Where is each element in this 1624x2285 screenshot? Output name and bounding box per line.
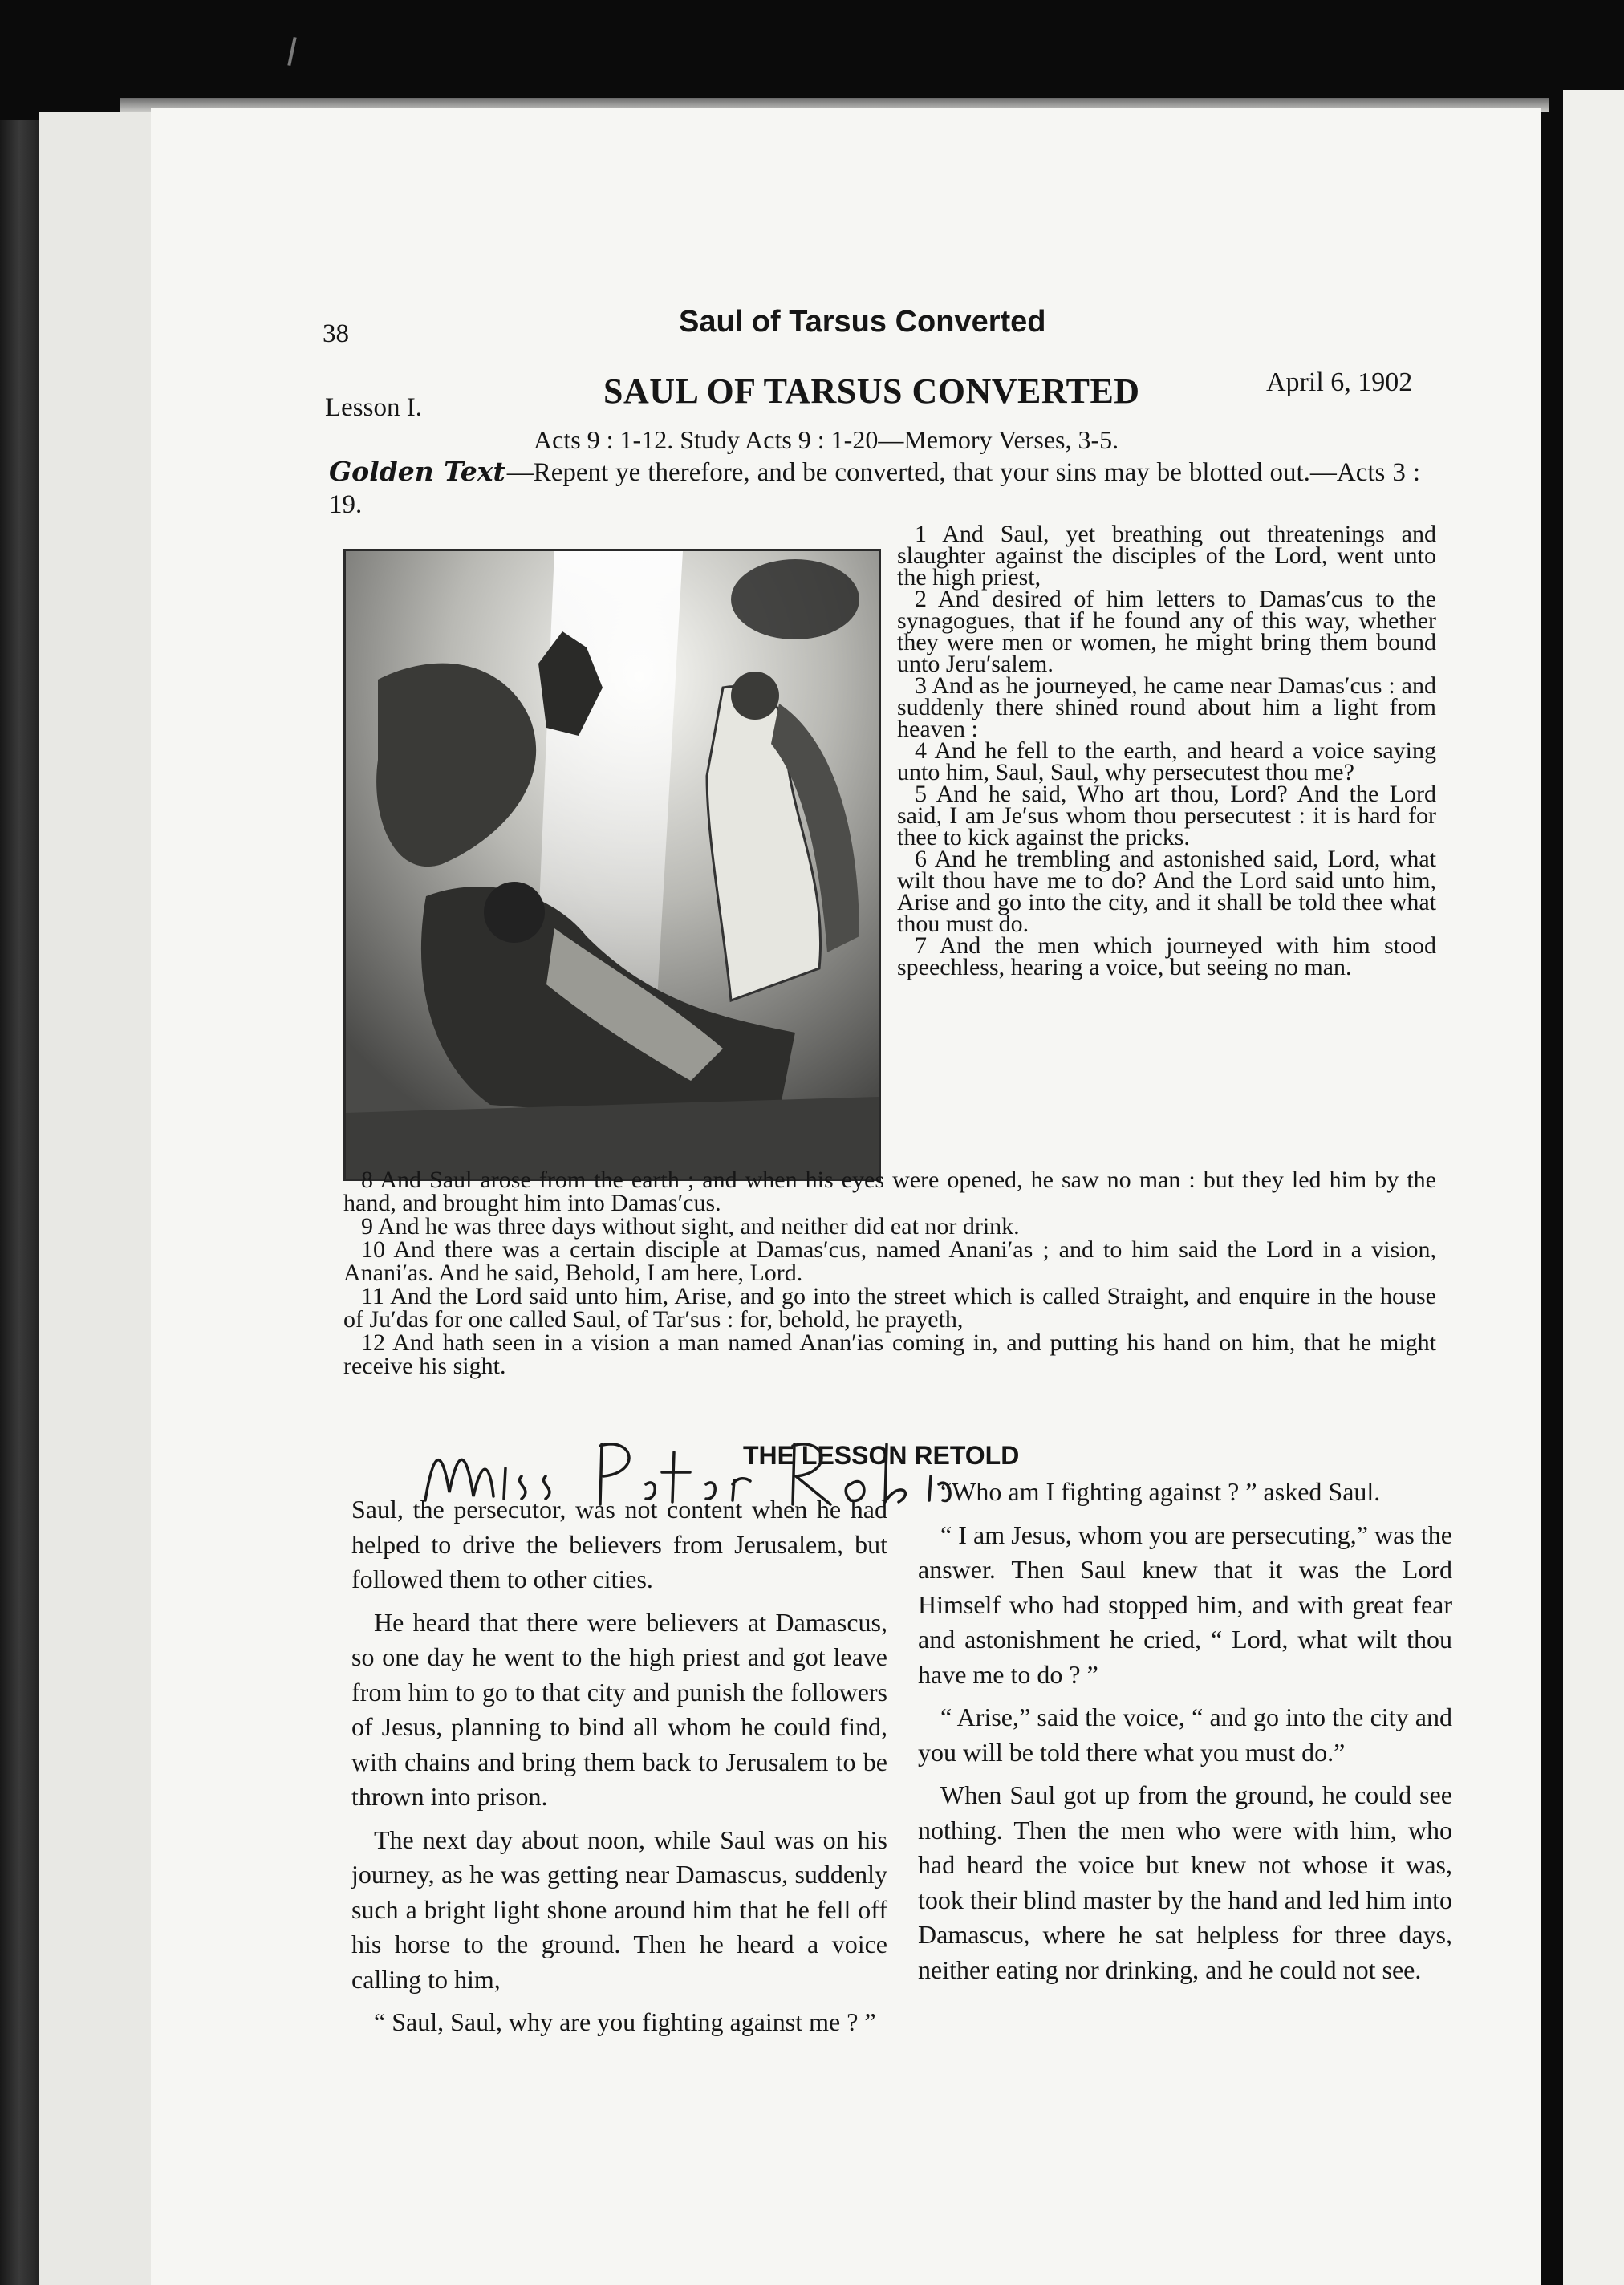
retold-paragraph-3: The next day about noon, while Saul was on his journey, as he was getting near Damascus, suddenly such a bright light shone around him that he fell off his horse to the ground. Then he heard a voice calling to him,: [351, 1824, 887, 1994]
retold-paragraph-2: He heard that there were believers at Damascus, so one day he went to the high priest and got leave from him to go to that city and punish the followers of Jesus, planning to bind all whom he could find, with chains and bring them back to Jerusalem to be thrown into prison.: [351, 1607, 887, 1811]
page-number: 38: [323, 319, 349, 348]
retold-right-column: [918, 1475, 1452, 1995]
lesson-retold-heading: THE LESSON RETOLD: [743, 1441, 1020, 1470]
retold-paragraph-1: Saul, the persecutor, was not content when he had helped to drive the believers from Jerusalem, but followed them to other cities.: [351, 1495, 887, 1593]
verse-3: 3 And as he journeyed, he came near Damas′cus : and suddenly there shined round about him a light from heaven :: [897, 672, 1436, 742]
golden-text-body: —Repent ye therefore, and be converted, that your sins may be blotted out.—Acts 3 : 19.: [329, 458, 1421, 519]
verse-9: 9 And he was three days without sight, and neither did eat nor drink.: [361, 1213, 1020, 1240]
page-margin-strip: [39, 112, 151, 2285]
retold-left-column: [351, 1492, 887, 2048]
lesson-date: April 6, 1902: [1266, 367, 1413, 397]
verse-8: 8 And Saul arose from the earth ; and when his eyes were opened, he saw no man : but they led him by the hand, and brought him into Damas′cus.: [343, 1167, 1436, 1216]
illustration-drawing: [346, 551, 879, 1179]
verse-4: 4 And he fell to the earth, and heard a voice saying unto him, Saul, Saul, why persecutest thou me?: [897, 737, 1436, 785]
verse-11: 11 And the Lord said unto him, Arise, and go into the street which is called Straight, and enquire in the house of Ju′das for one called Saul, of Tar′sus : for, behold, he prayeth,: [343, 1283, 1436, 1333]
scripture-reference: Acts 9 : 1-12. Study Acts 9 : 1-20—Memory Verses, 3-5.: [534, 425, 1119, 454]
retold-paragraph-5: “Who am I fighting against ? ” asked Saul.: [940, 1477, 1381, 1506]
golden-text: [329, 456, 1420, 521]
retold-paragraph-4: “ Saul, Saul, why are you fighting against me ? ”: [374, 2007, 876, 2036]
conversion-illustration: [343, 549, 881, 1181]
verse-12: 12 And hath seen in a vision a man named Anan′ias coming in, and putting his hand on him, that he might receive his sight.: [343, 1329, 1436, 1379]
lesson-title: SAUL OF TARSUS CONVERTED: [603, 371, 1140, 411]
retold-paragraph-8: When Saul got up from the ground, he could see nothing. Then the men who were with him, who had heard the voice but knew not whose it was, took their blind master by the hand and led him into Damascus, where he sat helpless for three days, neither eating nor drinking, and he could not see.: [918, 1780, 1452, 1984]
facing-page-edge: [1563, 90, 1624, 2285]
running-head: Saul of Tarsus Converted: [679, 305, 1046, 339]
verse-1: 1 And Saul, yet breathing out threatenings and slaughter against the disciples of the Lord, went unto the high priest,: [897, 521, 1436, 591]
scripture-verses-column: [897, 523, 1436, 978]
retold-paragraph-7: “ Arise,” said the voice, “ and go into the city and you will be told there what you must do.”: [918, 1703, 1452, 1767]
verse-10: 10 And there was a certain disciple at Damas′cus, named Anani′as ; and to him said the Lord in a vision, Anani′as. And he said, Behold, I am here, Lord.: [343, 1236, 1436, 1286]
scan-mark: [287, 37, 296, 66]
verse-7: 7 And the men which journeyed with him stood speechless, hearing a voice, but seeing no man.: [897, 932, 1436, 980]
verse-5: 5 And he said, Who art thou, Lord? And the Lord said, I am Je′sus whom thou persecutest : it is hard for thee to kick against the pricks.: [897, 781, 1436, 850]
verse-2: 2 And desired of him letters to Damas′cus to the synagogues, that if he found any of this way, whether they were men or women, he might bring them bound unto Jeru′salem.: [897, 586, 1436, 677]
golden-text-label: Golden Text: [329, 456, 505, 487]
verse-6: 6 And he trembling and astonished said, Lord, what wilt thou have me to do? And the Lord said unto him, Arise and go into the city, and it shall be told thee what thou must do.: [897, 846, 1436, 937]
scripture-verses-wide: [343, 1168, 1436, 1378]
retold-paragraph-6: “ I am Jesus, whom you are persecuting,” was the answer. Then Saul knew that it was the Lord Himself who had stopped him, and with great fear and astonishment he cried, “ Lord, what wilt thou have me to do ? ”: [918, 1520, 1452, 1689]
lesson-label: Lesson I.: [325, 393, 422, 422]
